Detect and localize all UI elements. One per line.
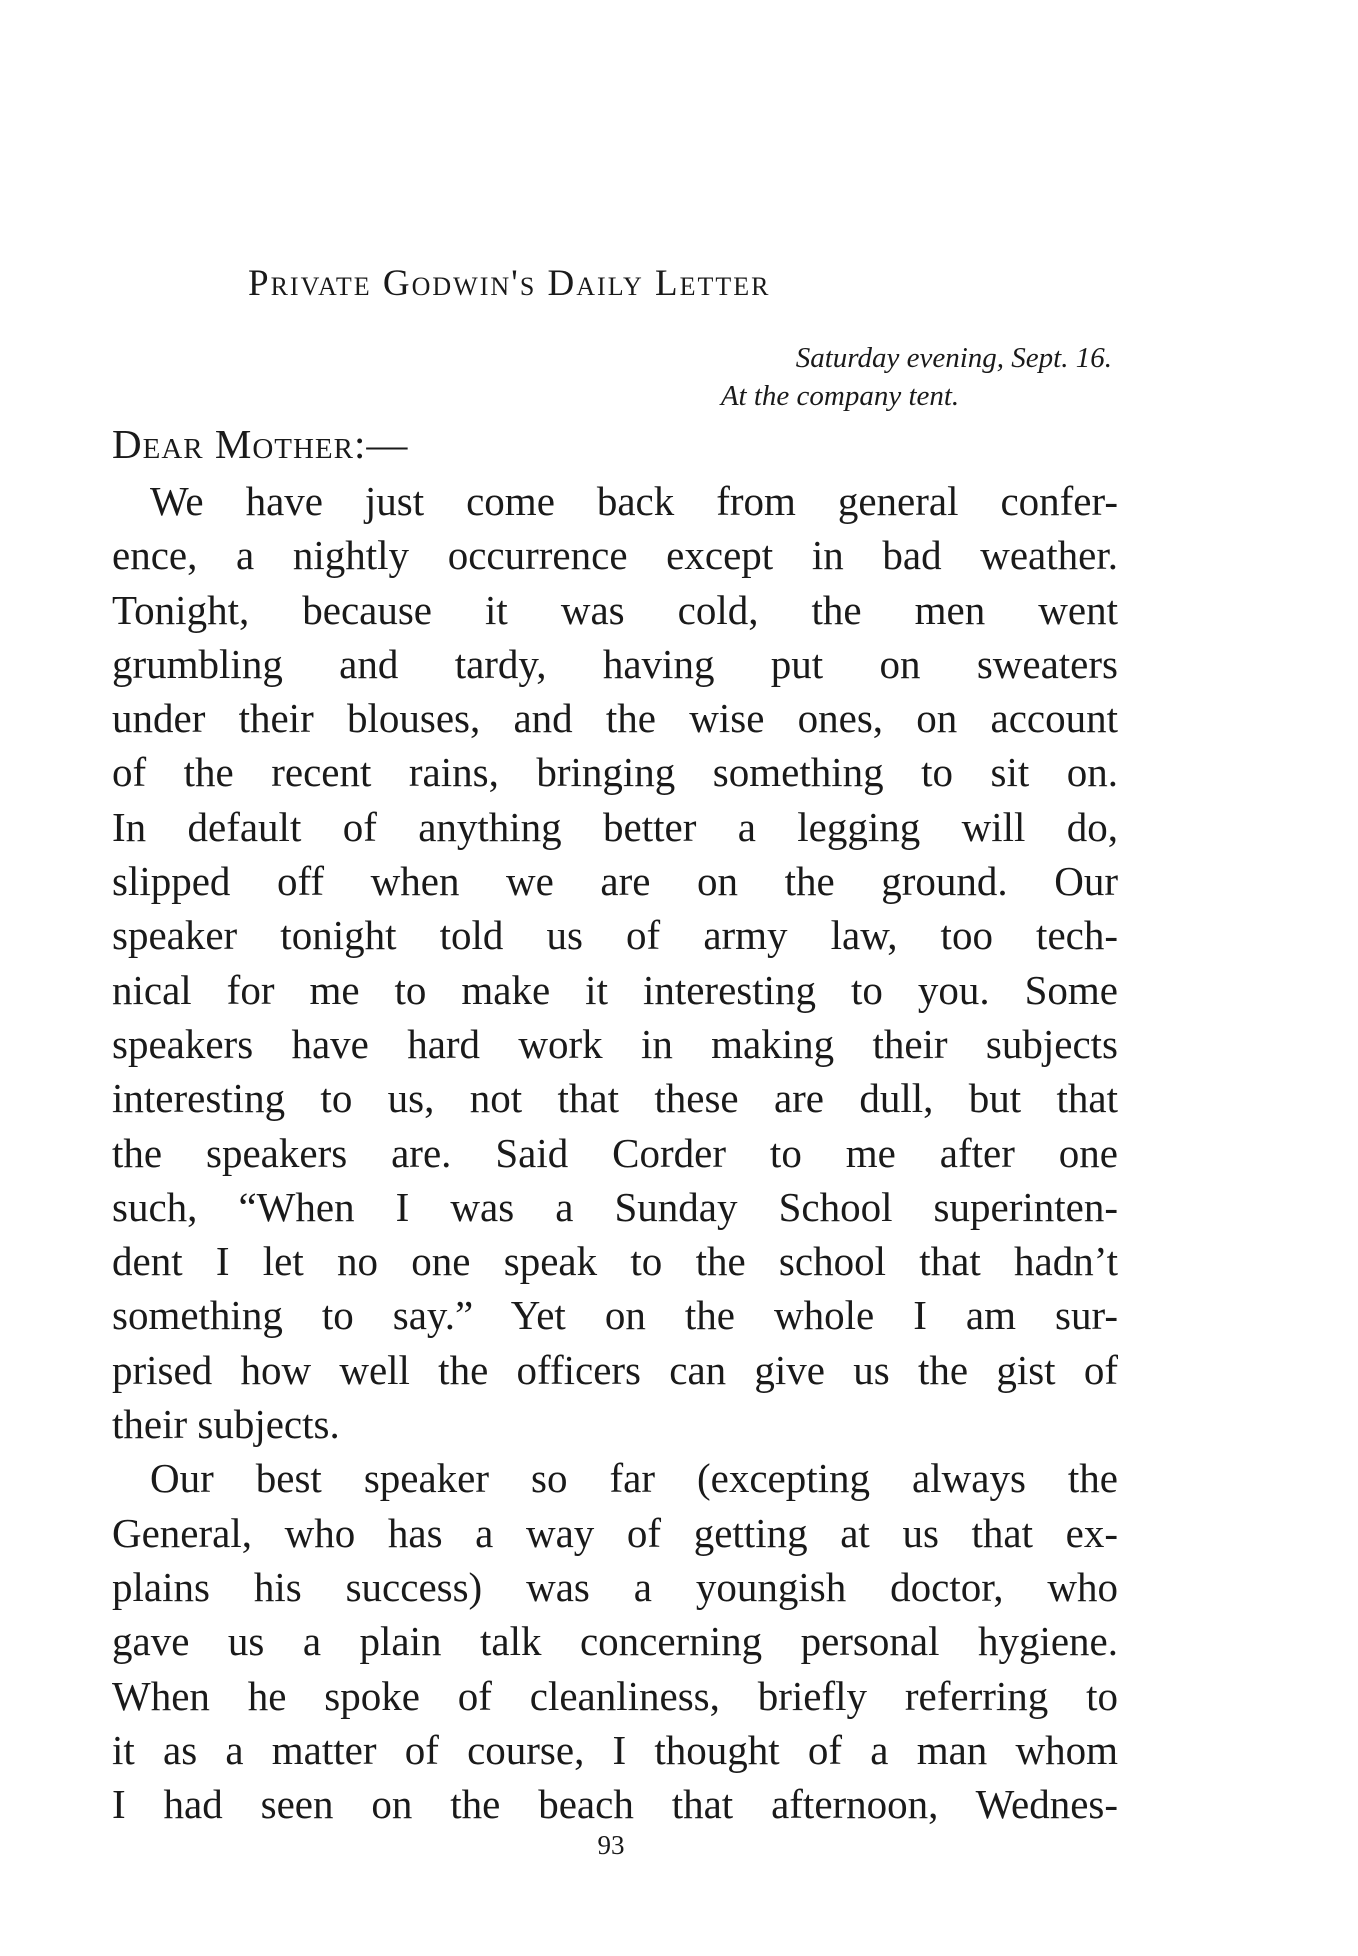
text-line: Tonight, because it was cold, the men went [112, 586, 1118, 633]
text-line: prised how well the officers can give us the gist of [112, 1346, 1118, 1393]
text-line: Our best speaker so far (excepting always the [150, 1455, 1118, 1502]
text-line: such, “When I was a Sunday School superinten- [112, 1183, 1118, 1230]
text-line: it as a matter of course, I thought of a man whom [112, 1726, 1118, 1773]
text-line: gave us a plain talk concerning personal hygiene. [112, 1618, 1118, 1665]
text-line: General, who has a way of getting at us that ex- [112, 1509, 1118, 1556]
text-line: grumbling and tardy, having put on sweaters [112, 640, 1118, 687]
letter-body [112, 474, 1118, 1831]
dateline-place: At the company tent. [720, 380, 960, 412]
dateline-day: Saturday evening, Sept. 16. [795, 342, 1112, 374]
text-line: When he spoke of cleanliness, briefly referring to [112, 1672, 1118, 1719]
text-line: plains his success) was a youngish doctor, who [112, 1563, 1118, 1610]
text-line: speaker tonight told us of army law, too tech- [112, 912, 1118, 959]
text-line: I had seen on the beach that afternoon, Wednes- [112, 1781, 1118, 1828]
text-line: dent I let no one speak to the school that hadn’t [112, 1238, 1118, 1285]
salutation: Dear Mother:— [112, 421, 409, 467]
text-line: We have just come back from general confer- [150, 478, 1118, 524]
page-number: 93 [597, 1830, 625, 1860]
text-line: slipped off when we are on the ground. Our [112, 858, 1118, 905]
text-line: nical for me to make it interesting to you. Some [112, 966, 1118, 1013]
text-line: the speakers are. Said Corder to me after one [112, 1129, 1118, 1176]
text-line: speakers have hard work in making their subjects [112, 1020, 1118, 1067]
text-line: under their blouses, and the wise ones, on account [112, 695, 1118, 742]
text-line: something to say.” Yet on the whole I am sur- [112, 1292, 1118, 1339]
page-number-wrapper [0, 1830, 1358, 1861]
running-title: Private Godwin's Daily Letter [248, 263, 771, 304]
text-line: interesting to us, not that these are dull, but that [112, 1075, 1118, 1122]
text-line: their subjects. [112, 1401, 340, 1448]
text-line: of the recent rains, bringing something to sit on. [112, 749, 1118, 796]
text-line: In default of anything better a legging will do, [112, 803, 1118, 850]
text-line: ence, a nightly occurrence except in bad weather. [112, 532, 1118, 579]
